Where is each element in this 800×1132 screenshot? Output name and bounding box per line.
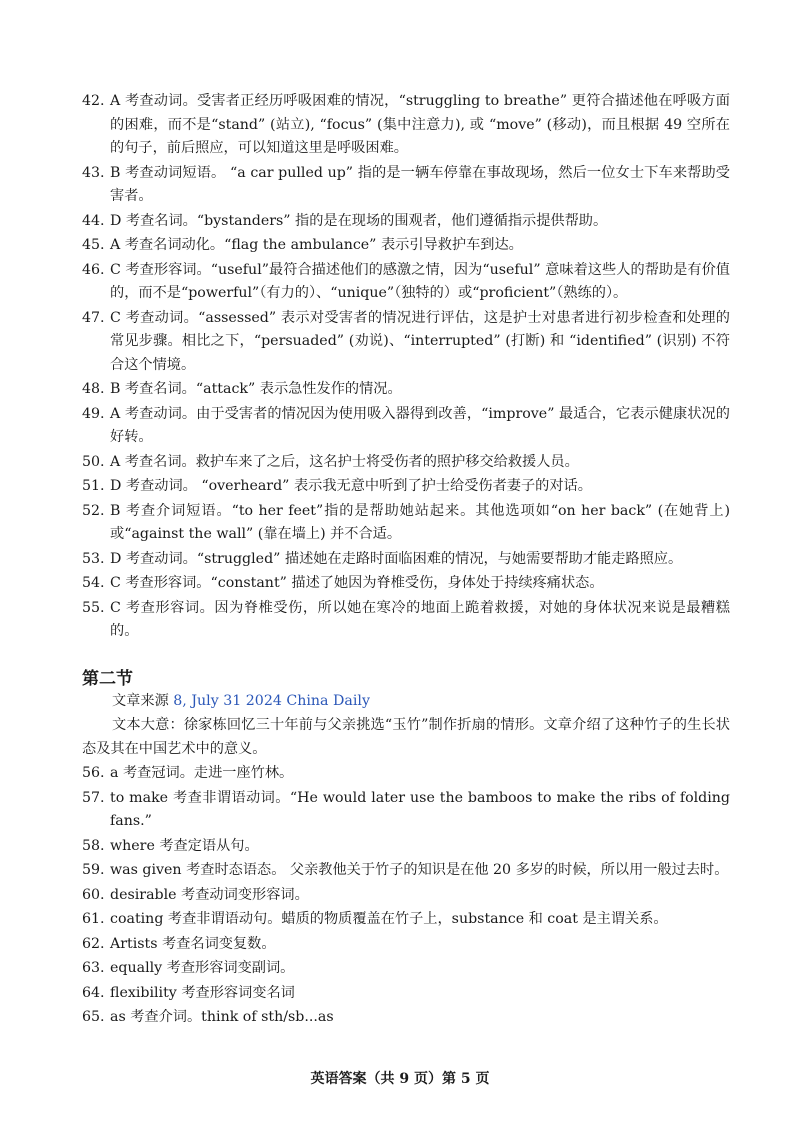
item-text: D 考查动词。“struggled” 描述她在走路时面临困难的情况，与她需要帮助才能走路照应。 [110,550,683,567]
item-number: 50. [82,453,105,470]
item-number: 44. [82,212,105,229]
item-number: 65. [82,1009,105,1025]
item-number: 55. [82,599,105,616]
answer-item [82,548,730,572]
answer-item [82,908,730,932]
answer-item [82,475,730,499]
item-number: 63. [82,960,105,976]
source-link[interactable]: 8, July 31 2024 China Daily [173,693,370,709]
answer-item [82,451,730,475]
item-text: equally 考查形容词变副词。 [110,960,295,976]
answer-item [82,90,730,161]
item-number: 64. [82,984,105,1001]
answer-item [82,597,730,644]
answer-item [82,210,730,234]
answer-item [82,234,730,258]
answer-item [82,884,730,908]
page-footer: 英语答案（共 9 页）第 5 页 [310,1071,490,1087]
source-label: 文章来源 [112,693,169,709]
item-number: 61. [82,911,105,927]
item-text: flexibility 考查形容词变名词 [110,984,295,1001]
summary-paragraph: 文本大意：徐家栋回忆三十年前与父亲挑选“玉竹”制作折扇的情形。文章介绍了这种竹子的生长状态及其在中国艺术中的意义。 [82,717,730,757]
answer-item [82,403,730,450]
item-number: 62. [82,935,105,952]
answer-item [82,307,730,378]
answer-item [82,1006,730,1030]
item-text: where 考查定语从句。 [110,837,259,854]
item-text: was given 考查时态语态。 父亲教他关于竹子的知识是在他 20 多岁的时候，所以用一般过去时。 [110,862,729,878]
item-number: 49. [82,405,105,422]
item-number: 52. [82,502,105,519]
section1-answer-list [82,90,730,645]
item-text: C 考查形容词。“constant” 描述了她因为脊椎受伤，身体处于持续疼痛状态。 [110,575,604,591]
item-number: 46. [82,261,105,278]
item-text: to make 考查非谓语动词。“He would later use the bamboos to make the ribs of folding fans.” [110,789,730,829]
answer-item [82,859,730,883]
answer-item [82,787,730,834]
item-number: 58. [82,837,105,854]
item-text: as 考查介词。think of sth/sb...as [110,1009,334,1025]
answer-item [82,500,730,547]
item-text: C 考查形容词。“useful”最符合描述他们的感激之情，因为“useful” 意味着这些人的帮助是有价值的，而不是“powerful”（有力的）、“unique”（独特的）或“proficient”（熟练的）。 [110,261,730,301]
section-title: 第二节 [82,669,133,689]
item-text: C 考查动词。“assessed” 表示对受害者的情况进行评估，这是护士对患者进行初步检查和处理的常见步骤。相比之下，“persuaded” (劝说)、“interrupted” (打断) 和 “identified” (识别) 不符合这个情境。 [110,309,730,373]
item-number: 57. [82,789,105,806]
answer-item [82,957,730,981]
answer-item [82,378,730,402]
section2-answer-list [82,762,730,1031]
item-number: 51. [82,478,105,494]
item-number: 59. [82,862,105,878]
item-text: desirable 考查动词变形容词。 [110,886,309,903]
answer-item [82,162,730,209]
item-text: coating 考查非谓语动句。蜡质的物质覆盖在竹子上，substance 和 coat 是主谓关系。 [110,911,668,927]
answer-item [82,933,730,957]
item-number: 56. [82,765,105,781]
item-text: A 考查名词。救护车来了之后，这名护士将受伤者的照护移交给救援人员。 [110,453,579,470]
item-text: B 考查动词短语。 “a car pulled up” 指的是一辆车停靠在事故现场，然后一位女士下车来帮助受害者。 [110,164,730,204]
item-text: A 考查名词动化。“flag the ambulance” 表示引导救护车到达。 [110,237,523,253]
item-number: 47. [82,309,105,326]
item-text: A 考查动词。由于受害者的情况因为使用吸入器得到改善，“improve” 最适合，它表示健康状况的好转。 [110,405,730,445]
answer-item [82,835,730,859]
source-line [112,690,370,714]
item-number: 45. [82,237,105,253]
item-text: Artists 考查名词变复数。 [110,935,276,952]
item-number: 43. [82,164,105,181]
item-number: 53. [82,550,105,567]
item-number: 48. [82,381,105,397]
answer-item [82,259,730,306]
item-text: D 考查动词。 “overheard” 表示我无意中听到了护士给受伤者妻子的对话。 [110,478,592,494]
item-text: A 考查动词。受害者正经历呼吸困难的情况，“struggling to breathe” 更符合描述他在呼吸方面的困难，而不是“stand” (站立), “focus” (集中注意力), 或 “move” (移动)，而且根据 49 空所在的句子，前后照应，可以知道这里是呼吸困难。 [110,93,730,156]
item-text: C 考查形容词。因为脊椎受伤，所以她在寒冷的地面上跪着救援，对她的身体状况来说是最糟糕的。 [110,599,730,639]
item-number: 60. [82,886,105,903]
item-text: B 考查名词。“attack” 表示急性发作的情况。 [110,381,402,397]
item-number: 42. [82,93,105,109]
item-text: a 考查冠词。走进一座竹林。 [110,765,294,781]
answer-item [82,982,730,1006]
item-number: 54. [82,575,105,591]
answer-item [82,762,730,786]
item-text: B 考查介词短语。“to her feet”指的是帮助她站起来。其他选项如“on her back” (在她背上) 或“against the wall” (靠在墙上) 并不合适。 [110,502,730,542]
answer-item [82,572,730,596]
item-text: D 考查名词。“bystanders” 指的是在现场的围观者，他们遵循指示提供帮助。 [110,212,608,229]
